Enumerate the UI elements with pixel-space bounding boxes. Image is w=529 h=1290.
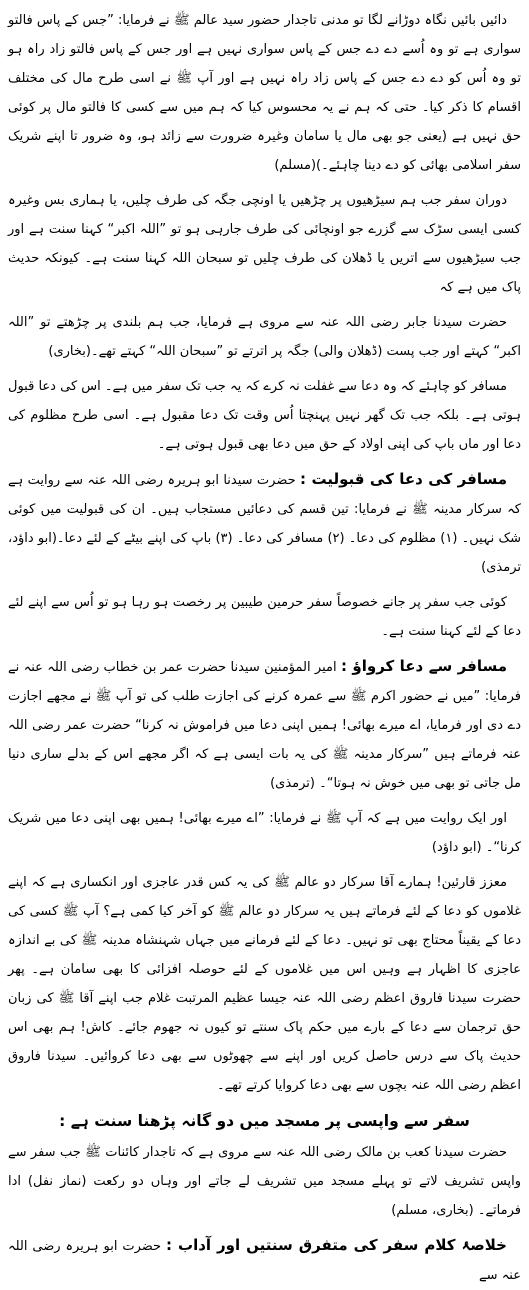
paragraph-text: دوران سفر جب ہم سیڑھیوں پر چڑھیں یا اونچی جگہ کی طرف چلیں، یا ہماری بس وغیرہ کسی ایسی سڑک سے گزرے جو اونچائی کی طرف جارہی ہو تو ”اللہ اکبر“ کہنا سنت ہے اور جب سیڑھیوں سے اتریں یا ڈھلان کی طرف چلیں تو سبحان اللہ کہنا سنت ہے۔ کیونکہ حدیث پاک میں ہے کہ [8,193,521,295]
paragraph-text: معزز قارئین! ہمارے آقا سرکار دو عالم ﷺ کی یہ کس قدر عاجزی اور انکساری ہے کہ اپنے غلاموں کو دعا کے لئے فرماتے ہیں یہ سرکار دو عالم ﷺ کو آخر کیا کمی ہے؟ آپ ﷺ کسی کی دعا کے یقیناً محتاج بھی تو نہیں۔ دعا کے لئے فرمانے میں جہاں شہنشاہ مدینہ ﷺ کی بے اندازہ عاجزی کا اظہار ہے وہیں اس میں غلاموں کے لئے حوصلہ افزائی کا بھی سامان ہے۔ پھر حضرت سیدنا فاروق اعظم رضی اللہ عنہ جیسا عظیم المرتبت غلام جب اپنے آقا ﷺ کی زبان حق ترجمان سے دعا کے بارے میں حکم پاک سنتے تو کیوں نہ جھوم جائے۔ کاش! ہم بھی اس حدیث پاک سے درس حاصل کریں اور اپنے سے چھوٹوں سے بھی دعا کروائیں۔ سیدنا فاروق اعظم رضی اللہ عنہ بچوں سے بھی دعا کروایا کرتے تھے۔ [8,875,521,1093]
section-heading-return-prayer: سفر سے واپسی پر مسجد میں دو گانہ پڑھنا سنت ہے : [59,1112,470,1130]
paragraph-text: حضرت سیدنا کعب بن مالک رضی اللہ عنہ سے مروی ہے کہ تاجدار کائنات ﷺ جب سفر سے واپس تشریف لاتے تو پہلے مسجد میں تشریف لے جاتے اور وہاں دو رکعت (نماز نفل) ادا فرماتے۔ (بخاری، مسلم) [8,1145,521,1218]
inline-heading: خلاصۂ کلام سفر کی متفرق سنتیں اور آداب : [166,1236,507,1254]
paragraph-text: کوئی جب سفر پر جانے خصوصاً سفر حرمین طیبین پر رخصت ہو رہا ہو تو اُس سے اپنے لئے دعا کے لئے کہنا سنت ہے۔ [8,595,521,639]
paragraph-8 [8,804,521,862]
paragraph-text: حضرت ابو ہریرہ رضی اللہ عنہ سے [8,1239,521,1283]
paragraph-return-prayer [8,1138,521,1225]
paragraph-2 [8,186,521,302]
paragraph-5 [8,465,521,582]
paragraph-text: حضرت سیدنا جابر رضی اللہ عنہ سے مروی ہے فرمایا، جب ہم بلندی پر چڑھتے تو ”اللہ اکبر“ کہتے اور جب پست (ڈھلان والی) جگہ پر اترتے تو ”سبحان اللہ“ کہتے تھے۔(بخاری) [8,315,521,359]
paragraph-text: دائیں بائیں نگاہ دوڑانے لگا تو مدنی تاجدار حضور سید عالم ﷺ نے فرمایا: ”جس کے پاس فالتو سواری ہے تو وہ اُسے دے دے جس کے پاس سواری نہیں ہے اور جس کے پاس فالتو زاد راہ ہو تو وہ اُس کو دے دے جس کے پاس زاد راہ نہیں ہے اور آپ ﷺ نے اسی طرح مال کی مختلف اقسام کا ذکر کیا۔ حتی کہ ہم نے یہ محسوس کیا کہ ہم میں سے کسی کا فالتو مال پر کوئی حق نہیں ہے (یعنی جو بھی مال یا سامان وغیرہ ضرورت سے زائد ہو، وہ ضرور تا اپنے شریک سفر اسلامی بھائی کو دے دینا چاہئے۔)(مسلم) [8,13,521,173]
paragraph-3 [8,308,521,366]
paragraph-text: اور ایک روایت میں ہے کہ آپ ﷺ نے فرمایا: ”اے میرے بھائی! ہمیں بھی اپنی دعا میں شریک کرنا“۔ (ابو داؤد) [8,811,521,855]
paragraph-4 [8,372,521,459]
paragraph-1 [8,6,521,180]
paragraph-text: امیر المؤمنین سیدنا حضرت عمر بن خطاب رضی اللہ عنہ نے فرمایا: ”میں نے حضور اکرم ﷺ سے عمرہ کرنے کی اجازت طلب کی تو آپ ﷺ نے مجھے اجازت دے دی اور فرمایا، اے میرے بھائی! ہمیں اپنی دعا میں فراموش نہ کرنا“ حضرت عمر رضی اللہ عنہ فرماتے ہیں ”سرکار مدینہ ﷺ کی یہ بات ایسی ہے کہ اگر مجھے اس کے بدلے ساری دنیا مل جاتی تو بھی میں خوش نہ ہوتا“۔ (ترمذی) [8,660,521,791]
paragraph-6 [8,588,521,646]
inline-heading: مسافر سے دعا کرواؤ : [340,657,508,675]
paragraph-9 [8,868,521,1100]
paragraph-text: مسافر کو چاہئے کہ وہ دعا سے غفلت نہ کرے کہ یہ جب تک سفر میں ہے۔ اس کی دعا قبول ہوتی ہے۔ بلکہ جب تک گھر نہیں پہنچتا اُس وقت تک دعا مقبول ہے۔ اسی طرح مظلوم کی دعا اور ماں باپ کی اپنی اولاد کے حق میں دعا بھی قبول ہوتی ہے۔ [8,379,521,452]
inline-heading: مسافر کی دعا کی قبولیت : [300,470,507,488]
paragraph-text: حضرت سیدنا ابو ہریرہ رضی اللہ عنہ سے روایت ہے کہ سرکار مدینہ ﷺ نے فرمایا: تین قسم کی دعائیں مستجاب ہیں۔ ان کی قبولیت میں کوئی شک نہیں۔ (۱) مظلوم کی دعا۔ (۲) مسافر کی دعا۔ (۳) باپ کی اپنے بیٹے کے لئے دعا۔(ابو داؤد، ترمذی) [8,473,521,575]
paragraph-summary [8,1231,521,1290]
paragraph-7 [8,652,521,798]
